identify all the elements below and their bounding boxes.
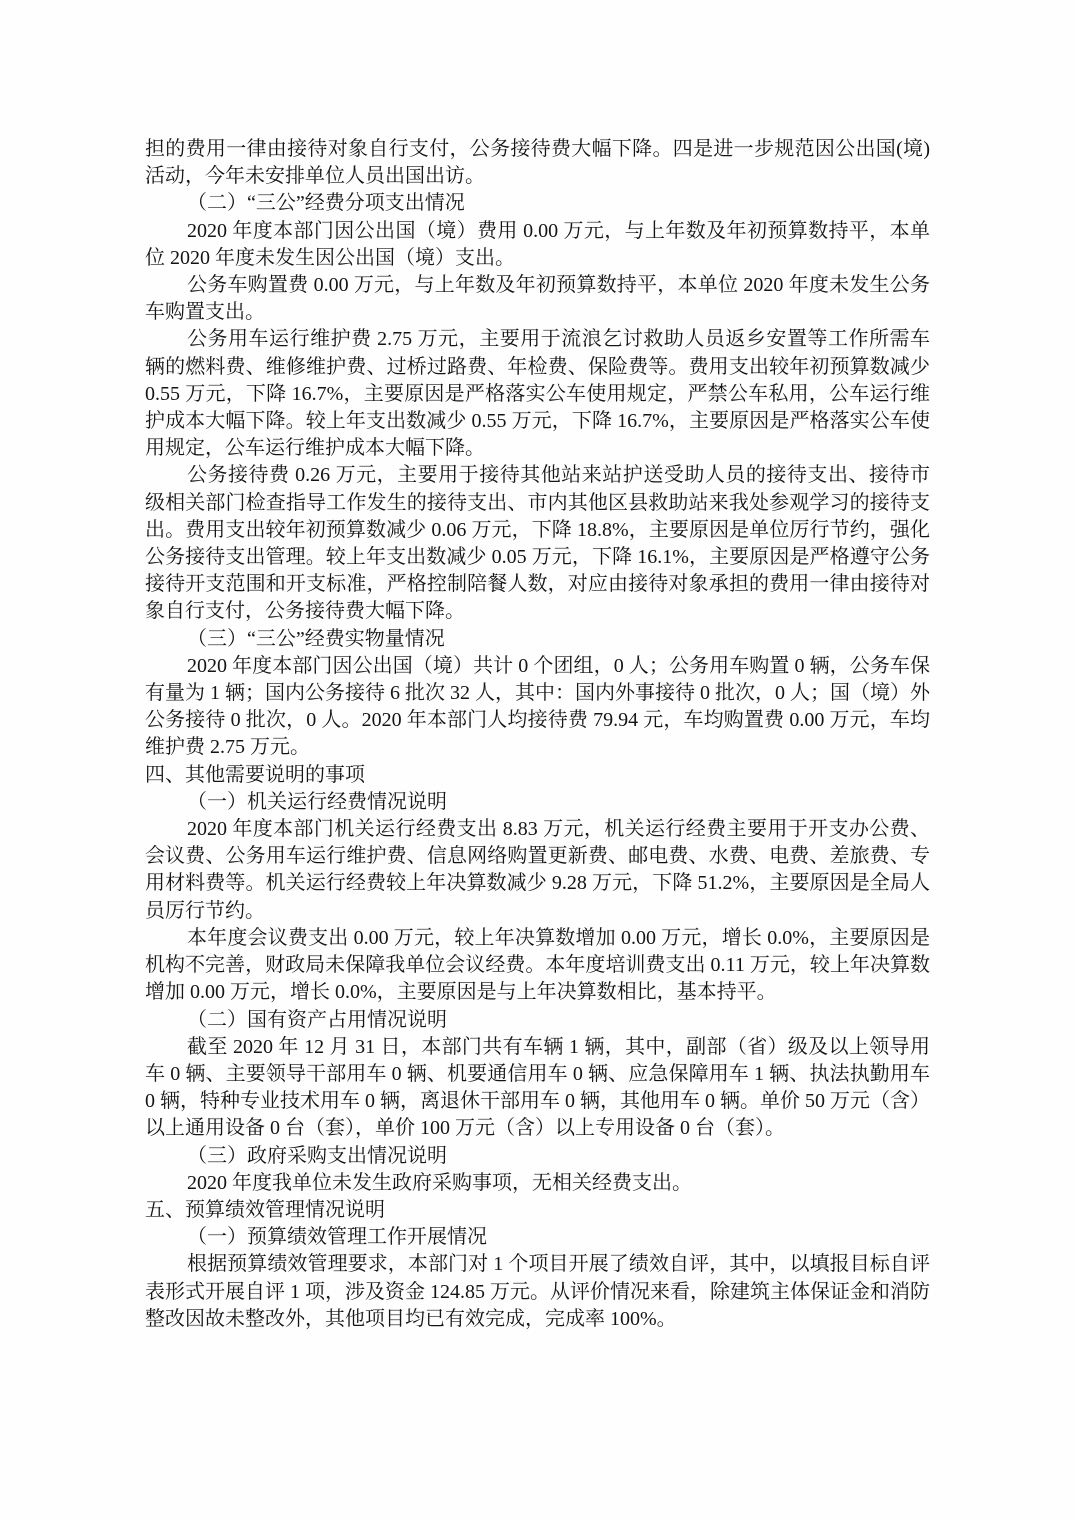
heading-i-performance-work: （一）预算绩效管理工作开展情况 (187, 1226, 487, 1249)
document-body (145, 136, 930, 1333)
heading-i-operating-funds: （一）机关运行经费情况说明 (187, 790, 447, 813)
para-vehicle-purchase: 公务车购置费 0.00 万元，与上年数及年初预算数持平，本单位 2020 年度未发生公务车购置支出。 (145, 274, 930, 324)
para-three-public-quantities: 2020 年度本部门因公出国（境）共计 0 个团组，0 人；公务用车购置 0 辆，公务车保有量为 1 辆；国内公务接待 6 批次 32 人，其中：国内外事接待 0 批次，0 人；国（境）外公务接待 0 批次，0 人。2020 年本部门人均接待费 79.94 元，车均购置费 0.00 万元，车均维护费 2.75 万元。 (145, 654, 930, 759)
para-operating-funds: 2020 年度本部门机关运行经费支出 8.83 万元，机关运行经费主要用于开支办公费、会议费、公务用车运行维护费、信息网络购置更新费、邮电费、水费、电费、差旅费、专用材料费等。机关运行经费较上年决算数减少 9.28 万元，下降 51.2%，主要原因是全局人员厉行节约。 (145, 818, 930, 922)
heading-ii-three-public-itemized: （二）“三公”经费分项支出情况 (187, 192, 465, 215)
para-carryover: 担的费用一律由接待对象自行支付，公务接待费大幅下降。四是进一步规范因公出国(境)活动，今年未安排单位人员出国出访。 (145, 138, 930, 188)
para-meeting-training-fees: 本年度会议费支出 0.00 万元，较上年决算数增加 0.00 万元，增长 0.0%，主要原因是机构不完善，财政局未保障我单位会议经费。本年度培训费支出 0.11 万元，较上年决算数增加 0.00 万元，增长 0.0%，主要原因是与上年决算数相比，基本持平。 (145, 926, 930, 1004)
heading-5-budget-performance: 五、预算绩效管理情况说明 (145, 1198, 385, 1221)
heading-iii-gov-procurement: （三）政府采购支出情况说明 (187, 1144, 447, 1167)
heading-iii-three-public-quantities: （三）“三公”经费实物量情况 (187, 627, 445, 650)
para-performance-self-eval: 根据预算绩效管理要求，本部门对 1 个项目开展了绩效自评，其中，以填报目标自评表形式开展自评 1 项，涉及资金 124.85 万元。从评价情况来看，除建筑主体保证金和消防整改因故未整改外，其他项目均已有效完成，完成率 100%。 (145, 1253, 930, 1330)
heading-ii-state-assets: （二）国有资产占用情况说明 (187, 1008, 447, 1031)
heading-4-other-matters: 四、其他需要说明的事项 (145, 763, 365, 786)
para-gov-procurement: 2020 年度我单位未发生政府采购事项，无相关经费支出。 (187, 1171, 692, 1194)
para-vehicle-operation: 公务用车运行维护费 2.75 万元，主要用于流浪乞讨救助人员返乡安置等工作所需车辆的燃料费、维修维护费、过桥过路费、年检费、保险费等。费用支出较年初预算数减少 0.55 万元，下降 16.7%，主要原因是严格落实公车使用规定，严禁公车私用，公车运行维护成本大幅下降。较上年支出数减少 0.55 万元，下降 16.7%，主要原因是严格落实公车使用规定，公车运行维护成本大幅下降。 (145, 328, 930, 460)
para-overseas-trips: 2020 年度本部门因公出国（境）费用 0.00 万元，与上年数及年初预算数持平，本单位 2020 年度未发生因公出国（境）支出。 (145, 219, 930, 269)
para-official-reception: 公务接待费 0.26 万元，主要用于接待其他站来站护送受助人员的接待支出、接待市级相关部门检查指导工作发生的接待支出、市内其他区县救助站来我处参观学习的接待支出。费用支出较年初预算数减少 0.06 万元，下降 18.8%，主要原因是单位厉行节约，强化公务接待支出管理。较上年支出数减少 0.05 万元，下降 16.1%，主要原因是严格遵守公务接待开支范围和开支标准，严格控制陪餐人数，对应由接待对象承担的费用一律由接待对象自行支付，公务接待费大幅下降。 (145, 464, 930, 623)
para-state-assets: 截至 2020 年 12 月 31 日，本部门共有车辆 1 辆，其中，副部（省）级及以上领导用车 0 辆、主要领导干部用车 0 辆、机要通信用车 0 辆、应急保障用车 1 辆、执法执勤用车 0 辆，特种专业技术用车 0 辆，离退休干部用车 0 辆，其他用车 0 辆。单价 50 万元（含）以上通用设备 0 台（套），单价 100 万元（含）以上专用设备 0 台（套）。 (145, 1035, 930, 1140)
